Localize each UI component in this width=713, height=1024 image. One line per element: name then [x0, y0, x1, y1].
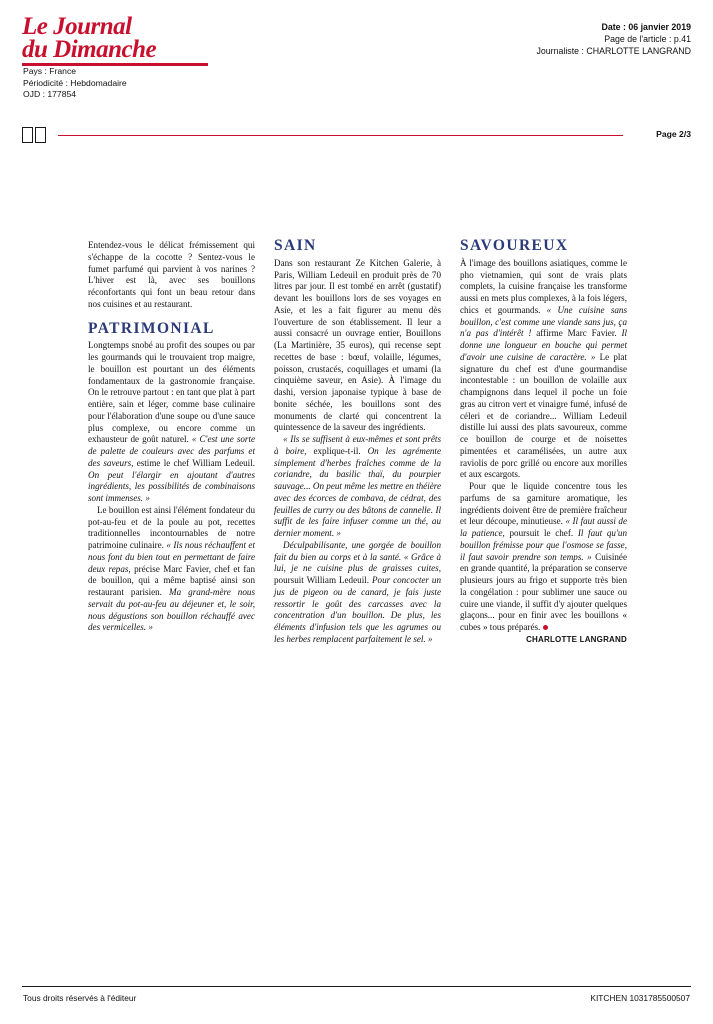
journalist-label: Journaliste :	[536, 45, 584, 56]
publication-periodicity: Périodicité : Hebdomadaire	[23, 77, 127, 88]
paragraph	[460, 258, 627, 481]
paragraph-attribution: explique-t-il.	[313, 445, 368, 456]
footer-reference: KITCHEN 1031785500507	[590, 993, 690, 1003]
paragraph-text: Le bouillon est ainsi l'élément fondateur du pot-au-feu et de la poule au pot, recettes traditionnelles incontournables de notre patrimoine culinaire.	[88, 504, 255, 550]
publication-logo	[22, 13, 212, 63]
document-metadata	[421, 22, 691, 57]
paragraph-text: À l'image des bouillons asiatiques, comme le pho vietnamien, qui sont de vrais plats complets, la cuisine française les transforme aussi en mets plus complexes, à la fois légers, chics et gourmands.	[460, 257, 627, 315]
paragraph	[460, 481, 627, 634]
publication-ojd: OJD : 177854	[23, 89, 77, 100]
section-heading-sain: SAIN	[274, 237, 317, 254]
paragraph-attribution: précise Marc Favier, chef et fan de bouillon, qui a même baptisé ainsi son restaurant parisien.	[88, 563, 255, 597]
article-signature: CHARLOTTE LANGRAND	[526, 634, 627, 644]
paragraph-quote: « Il faut aussi de la patience,	[460, 516, 628, 538]
publication-country: Pays : France	[23, 66, 77, 76]
footer-divider	[22, 986, 691, 987]
paragraph-quote: « Une cuisine sans bouillon, c'est comme une viande sans jus, ça n'a pas d'intérêt !	[460, 304, 627, 339]
paragraph-quote: « Ils nous réchauffent et nous font du bien tout en permettant de faire deux repas,	[88, 540, 255, 574]
logo-line-1: Le Journal	[22, 13, 132, 40]
section-heading-patrimonial: PATRIMONIAL	[88, 319, 215, 337]
paragraph-quote: « C'est une sorte de palette de couleurs avec des parfums et des saveurs,	[88, 434, 256, 468]
paragraph-quote-cont: Ma grand-mère nous servait du pot-au-feu au déjeuner et, le soir, nous dégustions son bouillon réchauffé avec des vermicelles. »	[88, 587, 255, 633]
paragraph-attribution: affirme Marc Favier.	[536, 328, 622, 339]
paragraph-quote-cont: Il faut qu'un bouillon frémisse pour que l'osmose se fasse, il faut savoir prendre son temps. »	[460, 528, 627, 562]
publication-metadata	[23, 66, 127, 101]
paragraph-quote-cont: On peut l'élargir en ajoutant d'autres ingrédients, les possibilités de combinaisons sont immenses. »	[88, 469, 255, 503]
end-of-article-dot	[543, 625, 548, 630]
section-heading-savoureux: SAVOUREUX	[460, 237, 569, 254]
paragraph	[88, 505, 255, 634]
paragraph: Dans son restaurant Ze Kitchen Galerie, à Paris, William Ledeuil en produit près de 70 litres par jour. Il est tombé en arrêt (gustatif) devant les bouillons lors de ses voyages en Asie, et les a fait figurer au menu dès l'ouverture de son établissement. Il leur a aussi consacré un ouvrage entier, Bouillons (La Martinière, 35 euros), qui recense sept recettes de base : bœuf, volaille, légumes, poisson, crustacés, coquillages et umami (la cinquième saveur, en Asie). À l'image du dashi, version japonaise typique à base de bonite séchée, les bouillons sont des monuments de clarté qui concentrent la quintessence de la saveur des ingrédients.	[274, 257, 441, 433]
paragraph	[88, 340, 255, 505]
article-date: Date : 06 janvier 2019	[601, 22, 691, 32]
paragraph-attribution: poursuit William Ledeuil.	[274, 575, 372, 585]
article-columns	[88, 237, 628, 646]
paragraph: Entendez-vous le délicat frémissement qui s'échappe de la cocotte ? Sentez-vous le fumet parfumé qui parvient à vos narines ? L'hiver est là, avec ses bouillons réconfortants qui font un beau retour dans nos cuisines et au restaurant.	[88, 240, 255, 309]
footer-rights: Tous droits réservés à l'éditeur	[23, 993, 137, 1003]
paragraph-text: Pour que le liquide concentre tous les parfums de sa garniture aromatique, les ingrédients doivent être de première fraîcheur et leur découpe, minutieuse.	[460, 481, 627, 527]
paragraph	[274, 540, 441, 646]
paragraph-text: Longtemps snobé au profit des soupes ou par les gourmands qui le trouvaient trop maigre, le bouillon est pourtant un des éléments fondamentaux de la gastronomie française. On le retrouve partout : en tant que plat à part entière, sain et léger, comme base culinaire pour l'élaboration d'une soupe ou d'une sauce plus complexe, ou encore comme un exhausteur de goût naturel.	[88, 340, 255, 445]
article-column-1	[88, 240, 255, 646]
logo-line-2: du Dimanche	[22, 36, 157, 63]
page-bar-rule	[58, 135, 623, 136]
journalist-name: CHARLOTTE LANGRAND	[586, 45, 691, 56]
paragraph-attribution: estime le chef William Ledeuil.	[136, 457, 255, 468]
document-header	[22, 14, 691, 110]
paragraph-text: Le plat signature du chef est d'une gourmandise incontestable : un bouillon de volaille aux champignons dans lequel il poche un foie gras au citron vert et vinaigre fumé, infusé de céleri et de coriandre... William Ledeuil distille lui aussi des plats savoureux, comme ce bouillon de courge et de noisettes pimentées et caramélisées, un autre aux raviolis de porc grillé ou encore aux morilles et aux escargots.	[460, 351, 627, 480]
article-page: Page de l'article : p.41	[604, 33, 691, 44]
paragraph-quote: « Ils se suffisent à eux-mêmes et sont prêts à boire,	[274, 434, 441, 456]
paragraph	[274, 434, 441, 540]
paragraph-attribution: poursuit le chef.	[509, 528, 578, 538]
paragraph-quote-cont: On les agrémente simplement d'herbes fraîches comme de la coriandre, du basilic thaï, du pourpier sauvage... On peut même les mettre en théière avec des écorces de combava, de cédrat, des feuilles de curry ou des bâtons de cannelle. Il suffit de les faire infuser comme un thé, au dernier moment. »	[274, 445, 441, 538]
page-bar	[22, 126, 691, 144]
book-icon	[22, 127, 48, 144]
paragraph-text: Cuisinée en grande quantité, la préparation se conserve plusieurs jours au frigo et supporte très bien la congélation : pour sublimer une sauce ou cuire une viande, il suffit d'y ajouter quelques glaçons... pour en finir avec les bouillons « cubes » tous préparés.	[460, 551, 627, 632]
paragraph-quote-cont: Pour concocter un jus de pigeon ou de canard, je fais juste ressortir le goût des carcasses avec la concentration d'un bouillon. De plus, les éléments d'infusion tels que les agrumes ou les herbes remplacent parfaitement le sel. »	[274, 575, 441, 644]
article-column-3	[460, 237, 628, 646]
page-indicator: Page 2/3	[656, 129, 691, 139]
article-column-2	[274, 237, 441, 646]
paragraph-quote: Déculpabilisante, une gorgée de bouillon fait du bien au corps et à la santé. « Grâce à lui, je ne cuisine plus de graisses cuites,	[274, 539, 441, 574]
paragraph-quote-cont: Il donne une longueur en bouche qui permet d'avoir une cuisine de caractère. »	[460, 328, 627, 362]
